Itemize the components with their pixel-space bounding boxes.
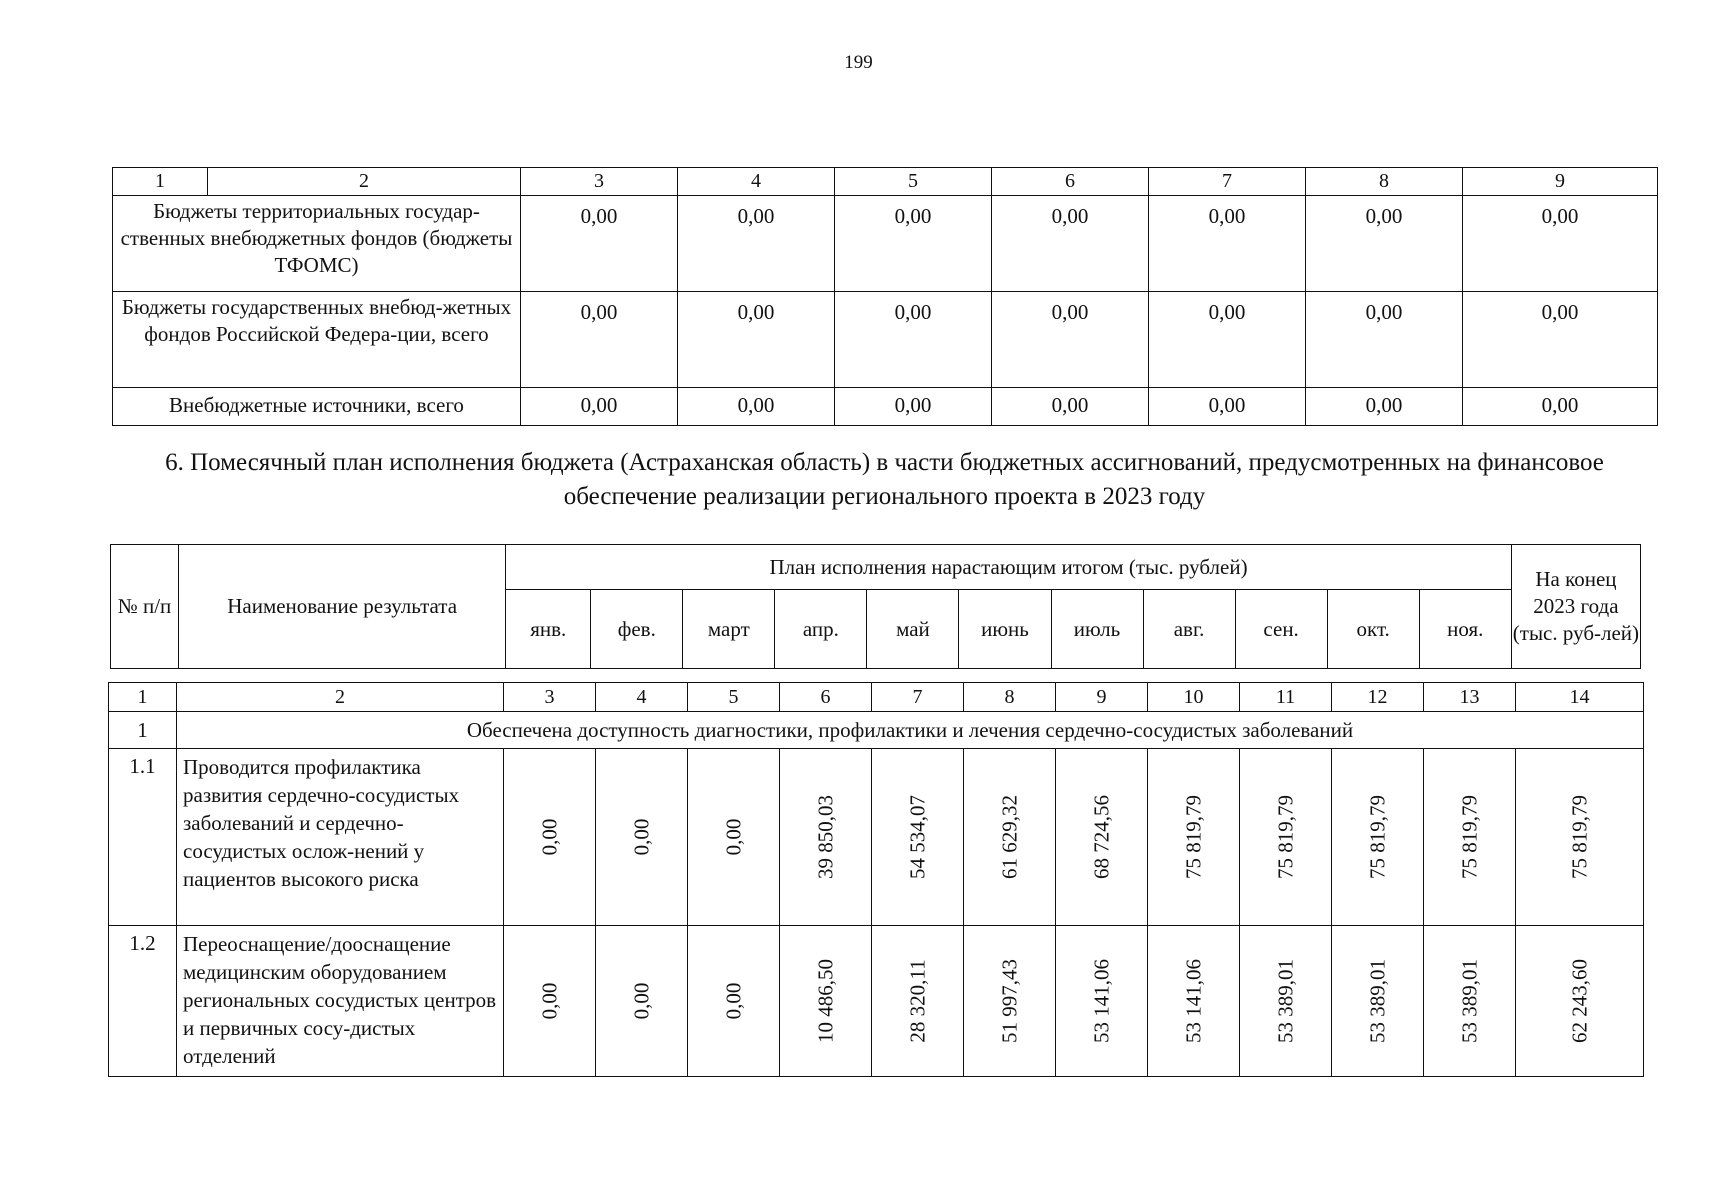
cell-value: 0,00 bbox=[629, 982, 653, 1020]
result-name: Проводится профилактика развития сердечно-сосудистых заболеваний и сердечно-сосудистых ослож-нений у пациентов высокого риска bbox=[177, 749, 504, 926]
plan-header: План исполнения нарастающим итогом (тыс. рублей) bbox=[506, 545, 1512, 590]
cell-value: 0,00 bbox=[835, 388, 992, 426]
month-header: апр. bbox=[775, 590, 867, 669]
column-number: 14 bbox=[1516, 683, 1644, 712]
column-number: 2 bbox=[177, 683, 504, 712]
month-header: май bbox=[867, 590, 959, 669]
month-header: фев. bbox=[591, 590, 683, 669]
cell-value: 0,00 bbox=[992, 388, 1149, 426]
cell-value: 0,00 bbox=[1149, 196, 1306, 292]
month-header: янв. bbox=[506, 590, 591, 669]
column-number: 9 bbox=[1463, 168, 1658, 196]
cell-value: 0,00 bbox=[678, 196, 835, 292]
column-number: 13 bbox=[1424, 683, 1516, 712]
column-number: 7 bbox=[1149, 168, 1306, 196]
group-row bbox=[109, 712, 1644, 749]
month-header: окт. bbox=[1327, 590, 1419, 669]
cell-value: 0,00 bbox=[992, 292, 1149, 388]
cell-value: 0,00 bbox=[629, 818, 653, 856]
table-row bbox=[109, 926, 1644, 1077]
cell-value: 51 997,43 bbox=[997, 959, 1021, 1043]
cell-value: 0,00 bbox=[1463, 388, 1658, 426]
page-number: 199 bbox=[844, 52, 873, 73]
row-label: Бюджеты территориальных государ-ственных внебюджетных фондов (бюджеты ТФОМС) bbox=[113, 196, 521, 292]
funding-sources-table bbox=[112, 167, 1658, 426]
cell-value: 0,00 bbox=[678, 388, 835, 426]
cell-value: 0,00 bbox=[1463, 196, 1658, 292]
col-name-header: Наименование результата bbox=[179, 545, 506, 669]
section-title: 6. Помесячный план исполнения бюджета (Астраханская область) в части бюджетных ассигнований, предусмотренных на финансовое обеспечение реализации регионального проекта в 2023 году bbox=[165, 449, 1604, 510]
month-header: авг. bbox=[1143, 590, 1235, 669]
cell-value: 75 819,79 bbox=[1567, 795, 1591, 879]
cell-value: 0,00 bbox=[1149, 292, 1306, 388]
cell-value: 0,00 bbox=[835, 292, 992, 388]
end-of-year-header: На конец 2023 года (тыс. руб-лей) bbox=[1511, 545, 1640, 669]
cell-value: 53 141,06 bbox=[1181, 959, 1205, 1043]
cell-value: 0,00 bbox=[721, 982, 745, 1020]
column-number-row bbox=[109, 683, 1644, 712]
cell-value: 53 389,01 bbox=[1457, 959, 1481, 1043]
table-row bbox=[109, 749, 1644, 926]
result-name: Переоснащение/дооснащение медицинским оборудованием региональных сосудистых центров и первичных сосу-дистых отделений bbox=[177, 926, 504, 1077]
column-number: 3 bbox=[521, 168, 678, 196]
column-number: 12 bbox=[1332, 683, 1424, 712]
column-number: 5 bbox=[688, 683, 780, 712]
cell-value: 75 819,79 bbox=[1365, 795, 1389, 879]
cell-value: 0,00 bbox=[721, 818, 745, 856]
group-title: Обеспечена доступность диагностики, профилактики и лечения сердечно-сосудистых заболеваний bbox=[177, 712, 1644, 749]
row-label: Внебюджетные источники, всего bbox=[113, 388, 521, 426]
cell-value: 28 320,11 bbox=[905, 959, 929, 1043]
cell-value: 54 534,07 bbox=[905, 795, 929, 879]
cell-value: 0,00 bbox=[521, 292, 678, 388]
table-row bbox=[113, 292, 1658, 388]
cell-value: 75 819,79 bbox=[1457, 795, 1481, 879]
row-number: 1.2 bbox=[109, 926, 177, 1077]
cell-value: 0,00 bbox=[835, 196, 992, 292]
column-number: 10 bbox=[1148, 683, 1240, 712]
column-number: 1 bbox=[109, 683, 177, 712]
column-number: 3 bbox=[504, 683, 596, 712]
column-number: 8 bbox=[1306, 168, 1463, 196]
month-header: ноя. bbox=[1419, 590, 1511, 669]
table-row bbox=[113, 388, 1658, 426]
cell-value: 0,00 bbox=[1306, 388, 1463, 426]
cell-value: 0,00 bbox=[1463, 292, 1658, 388]
cell-value: 0,00 bbox=[537, 818, 561, 856]
monthly-plan-header bbox=[110, 544, 1641, 669]
cell-value: 75 819,79 bbox=[1273, 795, 1297, 879]
month-header: сен. bbox=[1235, 590, 1327, 669]
cell-value: 75 819,79 bbox=[1181, 795, 1205, 879]
cell-value: 53 141,06 bbox=[1089, 959, 1113, 1043]
cell-value: 53 389,01 bbox=[1365, 959, 1389, 1043]
column-number: 7 bbox=[872, 683, 964, 712]
row-label: Бюджеты государственных внебюд-жетных фондов Российской Федера-ции, всего bbox=[113, 292, 521, 388]
column-number: 6 bbox=[992, 168, 1149, 196]
month-header: июнь bbox=[959, 590, 1051, 669]
table-row bbox=[113, 196, 1658, 292]
column-number: 1 bbox=[113, 168, 208, 196]
cell-value: 0,00 bbox=[1306, 292, 1463, 388]
cell-value: 0,00 bbox=[537, 982, 561, 1020]
cell-value: 39 850,03 bbox=[813, 795, 837, 879]
cell-value: 0,00 bbox=[992, 196, 1149, 292]
column-number: 4 bbox=[596, 683, 688, 712]
column-number: 5 bbox=[835, 168, 992, 196]
cell-value: 0,00 bbox=[521, 388, 678, 426]
row-number: 1.1 bbox=[109, 749, 177, 926]
month-header: июль bbox=[1051, 590, 1143, 669]
col-num-header: № п/п bbox=[111, 545, 179, 669]
cell-value: 0,00 bbox=[1149, 388, 1306, 426]
column-number: 2 bbox=[208, 168, 521, 196]
cell-value: 61 629,32 bbox=[997, 795, 1021, 879]
cell-value: 0,00 bbox=[1306, 196, 1463, 292]
month-header: март bbox=[683, 590, 775, 669]
column-number: 6 bbox=[780, 683, 872, 712]
column-number: 11 bbox=[1240, 683, 1332, 712]
cell-value: 10 486,50 bbox=[813, 959, 837, 1043]
cell-value: 0,00 bbox=[678, 292, 835, 388]
column-number: 9 bbox=[1056, 683, 1148, 712]
column-number: 4 bbox=[678, 168, 835, 196]
column-number: 8 bbox=[964, 683, 1056, 712]
cell-value: 68 724,56 bbox=[1089, 795, 1113, 879]
cell-value: 0,00 bbox=[521, 196, 678, 292]
monthly-plan-table bbox=[108, 682, 1644, 1077]
group-number: 1 bbox=[109, 712, 177, 749]
cell-value: 53 389,01 bbox=[1273, 959, 1297, 1043]
column-number-row bbox=[113, 168, 1658, 196]
cell-value: 62 243,60 bbox=[1567, 959, 1591, 1043]
